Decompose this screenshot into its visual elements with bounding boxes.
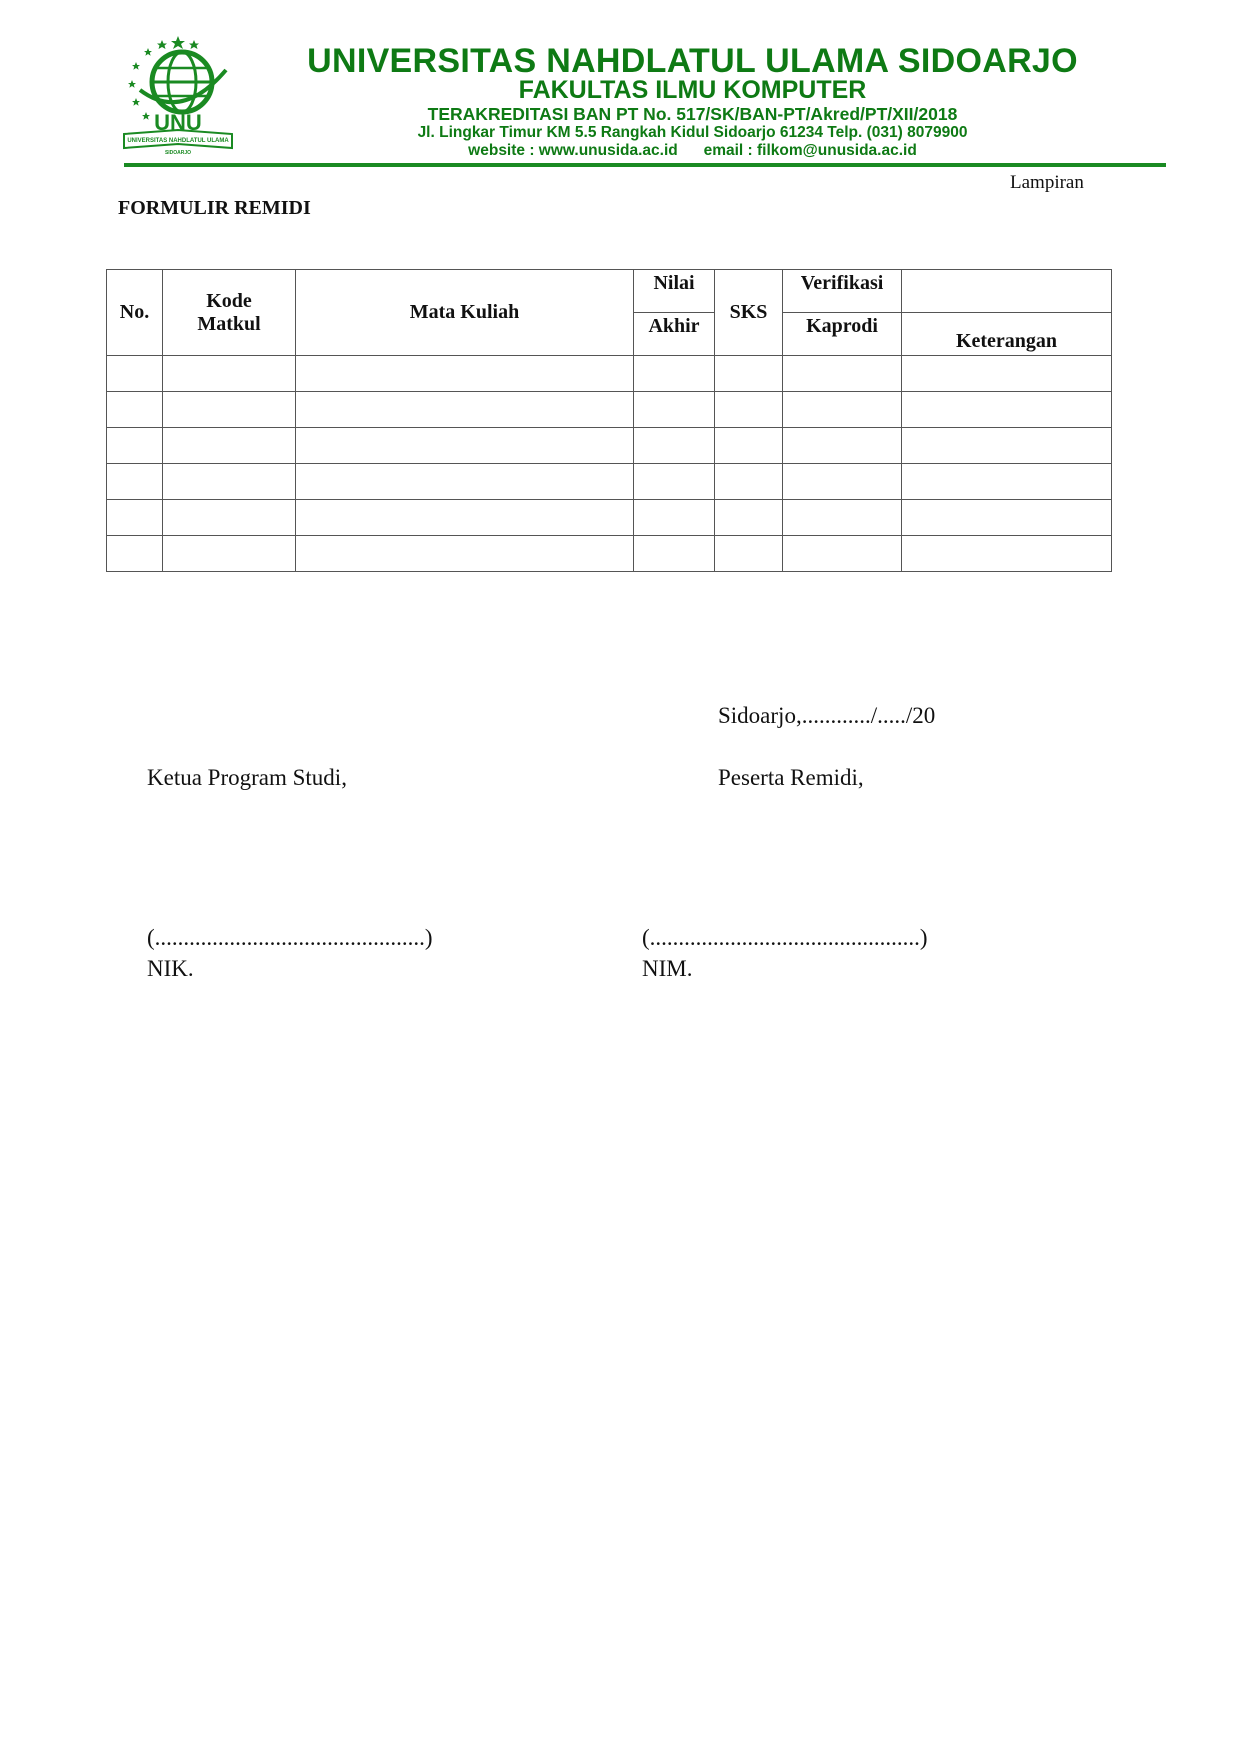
right-signature-blank: (...............................................) — [642, 925, 928, 950]
cell-mata-kuliah — [296, 428, 634, 464]
accreditation-line: TERAKREDITASI BAN PT No. 517/SK/BAN-PT/Akred/PT/XII/2018 — [427, 104, 958, 124]
table-row — [107, 392, 1112, 428]
cell-verifikasi — [783, 464, 902, 500]
cell-kode — [163, 536, 296, 572]
right-signer-role: Peserta Remidi, — [718, 765, 864, 790]
cell-sks — [715, 392, 783, 428]
header-verifikasi: Verifikasi — [783, 270, 902, 313]
cell-verifikasi — [783, 392, 902, 428]
nim-label: NIM. — [642, 956, 693, 981]
header-akhir: Akhir — [634, 313, 715, 356]
header-matkul: Matkul — [197, 312, 261, 335]
cell-no — [107, 392, 163, 428]
header-no: No. — [107, 270, 163, 356]
faculty-name: FAKULTAS ILMU KOMPUTER — [518, 76, 867, 104]
lampiran-label: Lampiran — [1010, 172, 1084, 193]
cell-keterangan — [902, 428, 1112, 464]
cell-keterangan — [902, 500, 1112, 536]
letterhead-divider — [124, 163, 1166, 167]
cell-sks — [715, 536, 783, 572]
header-kode: Kode — [206, 289, 252, 312]
cell-nilai — [634, 356, 715, 392]
cell-nilai — [634, 428, 715, 464]
cell-kode — [163, 464, 296, 500]
letterhead — [270, 38, 1115, 168]
cell-kode — [163, 500, 296, 536]
cell-mata-kuliah — [296, 356, 634, 392]
cell-mata-kuliah — [296, 536, 634, 572]
left-signer-role: Ketua Program Studi, — [147, 765, 347, 790]
cell-sks — [715, 500, 783, 536]
cell-nilai — [634, 500, 715, 536]
cell-sks — [715, 428, 783, 464]
header-nilai: Nilai — [634, 270, 715, 313]
table-row — [107, 536, 1112, 572]
form-title: FORMULIR REMIDI — [118, 197, 311, 219]
cell-keterangan — [902, 356, 1112, 392]
header-sks: SKS — [715, 270, 783, 356]
nik-label: NIK. — [147, 956, 194, 981]
cell-verifikasi — [783, 536, 902, 572]
cell-kode — [163, 356, 296, 392]
address-line: Jl. Lingkar Timur KM 5.5 Rangkah Kidul Sidoarjo 61234 Telp. (031) 8079900 — [417, 124, 968, 141]
cell-keterangan — [902, 536, 1112, 572]
cell-mata-kuliah — [296, 392, 634, 428]
university-name: UNIVERSITAS NAHDLATUL ULAMA SIDOARJO — [307, 42, 1078, 80]
cell-sks — [715, 464, 783, 500]
cell-verifikasi — [783, 428, 902, 464]
cell-nilai — [634, 536, 715, 572]
header-kode-matkul — [163, 270, 296, 356]
contact-line: website : www.unusida.ac.id email : filkom@unusida.ac.id — [468, 142, 917, 159]
cell-nilai — [634, 392, 715, 428]
header-mata-kuliah: Mata Kuliah — [296, 270, 634, 356]
cell-mata-kuliah — [296, 500, 634, 536]
header-keterangan-top — [902, 270, 1112, 313]
cell-verifikasi — [783, 356, 902, 392]
cell-no — [107, 536, 163, 572]
university-logo — [118, 30, 238, 158]
cell-no — [107, 464, 163, 500]
table-row — [107, 500, 1112, 536]
cell-mata-kuliah — [296, 464, 634, 500]
cell-no — [107, 356, 163, 392]
logo-city: SIDOARJO — [164, 150, 192, 156]
left-signature-blank: (...............................................) — [147, 925, 433, 950]
remedial-table — [106, 269, 1112, 572]
cell-nilai — [634, 464, 715, 500]
logo-caption: UNIVERSITAS NAHDLATUL ULAMA — [127, 138, 229, 144]
cell-keterangan — [902, 464, 1112, 500]
cell-verifikasi — [783, 500, 902, 536]
cell-kode — [163, 392, 296, 428]
table-row — [107, 464, 1112, 500]
header-keterangan: Keterangan — [902, 313, 1112, 356]
table-row — [107, 356, 1112, 392]
cell-no — [107, 500, 163, 536]
cell-no — [107, 428, 163, 464]
date-line: Sidoarjo,............/...../20 — [718, 703, 936, 728]
header-kaprodi: Kaprodi — [783, 313, 902, 356]
cell-sks — [715, 356, 783, 392]
table-row — [107, 428, 1112, 464]
logo-text: UNU — [154, 110, 202, 135]
cell-kode — [163, 428, 296, 464]
cell-keterangan — [902, 392, 1112, 428]
